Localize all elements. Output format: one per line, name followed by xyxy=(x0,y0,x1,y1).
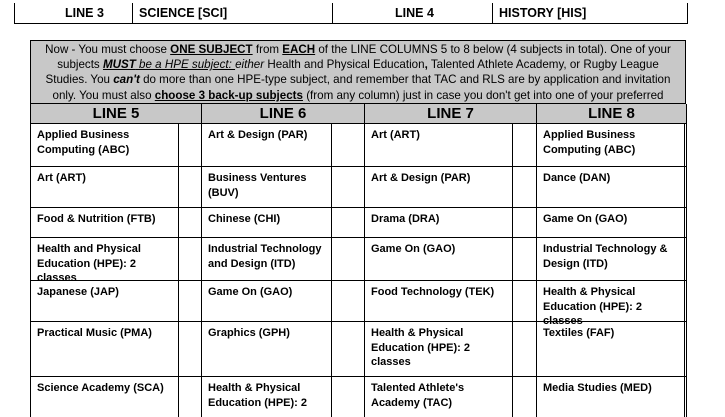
choice-box[interactable] xyxy=(513,208,537,237)
choice-box[interactable] xyxy=(332,124,365,166)
notice-text: Health and Physical Education xyxy=(264,58,425,72)
subject-cell: Applied Business Computing (ABC) xyxy=(537,124,685,166)
table-row xyxy=(31,377,687,417)
line3-subject: SCIENCE [SCI] xyxy=(133,3,333,23)
choice-box[interactable] xyxy=(685,167,687,207)
subject-cell: Food & Nutrition (FTB) xyxy=(31,208,179,237)
choice-box[interactable] xyxy=(179,377,202,417)
header-line-5: LINE 5 xyxy=(31,104,202,123)
choice-box[interactable] xyxy=(513,322,537,376)
notice-text: Now - You must choose xyxy=(45,43,171,56)
notice-emphasis: MUST xyxy=(102,58,136,72)
choice-box[interactable] xyxy=(513,238,537,280)
subject-cell: Applied Business Computing (ABC) xyxy=(31,124,179,166)
subject-cell: Art & Design (PAR) xyxy=(202,124,332,166)
notice-text: Talented Athlete Academy, or Rugby League Studies. You xyxy=(45,58,659,87)
choice-box[interactable] xyxy=(179,238,202,280)
subject-cell: Dance (DAN) xyxy=(537,167,685,207)
table-row xyxy=(31,208,687,238)
subject-cell: Business Ventures (BUV) xyxy=(202,167,332,207)
line3-label: LINE 3 xyxy=(15,3,133,23)
choice-box[interactable] xyxy=(685,238,687,280)
instructions-box xyxy=(30,40,686,104)
notice-emphasis: can't xyxy=(113,73,140,87)
subject-cell: Health & Physical Education (HPE): 2 classes xyxy=(537,281,685,321)
choice-box[interactable] xyxy=(513,377,537,417)
subject-cell: Drama (DRA) xyxy=(365,208,513,237)
notice-text: from xyxy=(252,43,283,56)
subject-cell: Health and Physical Education (HPE): 2 classes xyxy=(31,238,179,280)
subject-cell: Media Studies (MED) xyxy=(537,377,685,417)
subject-cell: Science Academy (SCA) xyxy=(31,377,179,417)
line4-label: LINE 4 xyxy=(333,3,493,23)
choice-box[interactable] xyxy=(685,281,687,321)
subject-cell: Industrial Technology and Design (ITD) xyxy=(202,238,332,280)
choice-box[interactable] xyxy=(332,281,365,321)
notice-text: of the LINE COLUMNS 5 to 8 below (4 subjects in total). One of your subjects xyxy=(57,43,671,72)
notice-emphasis: choose 3 back-up subjects xyxy=(154,88,303,102)
table-row xyxy=(31,238,687,284)
subject-cell: Talented Athlete's Academy (TAC) xyxy=(365,377,513,417)
subject-cell: Art (ART) xyxy=(365,124,513,166)
notice-text: (from any column) just in case you don't get into one of your preferred xyxy=(306,88,664,102)
subject-cell: Graphics (GPH) xyxy=(202,322,332,376)
choice-box[interactable] xyxy=(332,167,365,207)
subject-cell: Health & Physical Education (HPE): 2 xyxy=(202,377,332,417)
choice-box[interactable] xyxy=(332,322,365,376)
table-row xyxy=(31,281,687,327)
table-row xyxy=(31,124,687,167)
choice-box[interactable] xyxy=(179,322,202,376)
choice-box[interactable] xyxy=(513,167,537,207)
subject-cell: Chinese (CHI) xyxy=(202,208,332,237)
notice-emphasis: EACH xyxy=(282,43,316,56)
line-3-4-row xyxy=(14,3,688,24)
header-line-6: LINE 6 xyxy=(202,104,365,123)
choice-box[interactable] xyxy=(179,124,202,166)
subject-cell: Industrial Technology & Design (ITD) xyxy=(537,238,685,280)
choice-box[interactable] xyxy=(332,238,365,280)
notice-text: either xyxy=(235,58,265,72)
table-row xyxy=(31,167,687,208)
grid-header xyxy=(31,104,687,124)
notice-text: do more than one HPE-type subject, and remember that TAC and RLS are by application and invitation only. You must also xyxy=(52,73,671,102)
choice-box[interactable] xyxy=(685,377,687,417)
choice-box[interactable] xyxy=(332,208,365,237)
choice-box[interactable] xyxy=(685,124,687,166)
line4-subject: HISTORY [HIS] xyxy=(499,6,587,20)
choice-box[interactable] xyxy=(179,208,202,237)
subject-cell: Art & Design (PAR) xyxy=(365,167,513,207)
table-row xyxy=(31,322,687,377)
subject-cell: Practical Music (PMA) xyxy=(31,322,179,376)
subject-cell: Health & Physical Education (HPE): 2 classes xyxy=(365,322,513,376)
subject-cell: Food Technology (TEK) xyxy=(365,281,513,321)
subject-cell: Japanese (JAP) xyxy=(31,281,179,321)
choice-box[interactable] xyxy=(179,281,202,321)
choice-box[interactable] xyxy=(513,124,537,166)
subject-grid xyxy=(30,104,687,417)
subject-cell: Game On (GAO) xyxy=(537,208,685,237)
choice-box[interactable] xyxy=(332,377,365,417)
choice-box[interactable] xyxy=(685,208,687,237)
header-line-7: LINE 7 xyxy=(365,104,537,123)
choice-box[interactable] xyxy=(685,322,687,376)
subject-cell: Game On (GAO) xyxy=(365,238,513,280)
subject-cell: Art (ART) xyxy=(31,167,179,207)
notice-text: , xyxy=(424,58,428,72)
subject-cell: Textiles (FAF) xyxy=(537,322,685,376)
header-line-8: LINE 8 xyxy=(537,104,687,123)
subject-cell: Game On (GAO) xyxy=(202,281,332,321)
notice-emphasis: ONE SUBJECT xyxy=(170,43,253,56)
notice-text: be a HPE subject: xyxy=(135,58,236,72)
choice-box[interactable] xyxy=(513,281,537,321)
choice-box[interactable] xyxy=(179,167,202,207)
